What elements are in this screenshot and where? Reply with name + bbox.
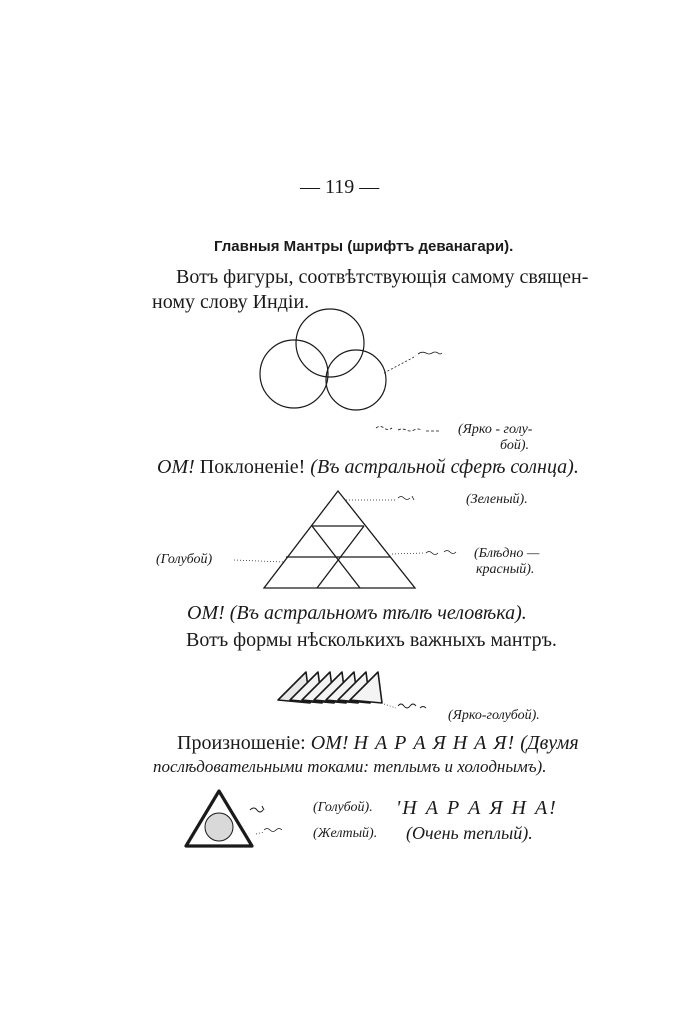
fig2-label-pale-1: (Блѣдно — (474, 546, 540, 561)
fig4-label-blue: (Голубой). (313, 800, 373, 815)
circle-left (260, 340, 328, 408)
inner-circle (205, 813, 233, 841)
fig1-note-line1: (Ярко - голу- (458, 422, 533, 437)
pronunciation-line-2: послѣдовательными токами: теплымъ и холоднымъ). (153, 757, 547, 776)
pronunciation-om: ОМ! (310, 732, 349, 754)
om-line-1-rest: (Въ астральной сферѣ солнца). (310, 456, 579, 478)
triangle-small (186, 791, 252, 846)
fig2-label-blue: (Голубой) (156, 552, 213, 567)
fig3-label: (Ярко-голубой). (448, 708, 540, 723)
section-heading: Главныя Мантры (шрифтъ деванагари). (214, 238, 514, 255)
fig4-word: 'Н А Р А Я Н А! (396, 797, 558, 819)
circle-right (326, 350, 386, 410)
intro-line-2: ному слову Индіи. (152, 291, 310, 313)
circle-top (296, 309, 364, 377)
page-number: — 119 — (300, 176, 380, 198)
om-word: ОМ! (157, 456, 195, 478)
pronunciation-word: Н А Р А Я Н А Я! (353, 732, 516, 754)
pronunciation-prefix: Произношеніе: (177, 732, 306, 754)
om-line-2: ОМ! (Въ астральномъ тѣлѣ человѣка). (187, 602, 527, 624)
fig1-note-line2: бой). (500, 438, 530, 453)
triangle-large (264, 491, 415, 588)
pronunciation-line-1 (177, 732, 579, 755)
bow-word: Поклоненіе! (199, 456, 306, 478)
fig4-note: (Очень теплый). (406, 823, 533, 843)
fig4-label-yellow: (Желтый). (313, 826, 378, 841)
forms-line: Вотъ формы нѣсколькихъ важныхъ мантръ. (186, 629, 557, 651)
om-line-1 (157, 456, 579, 479)
intro-line-1: Вотъ фигуры, соотвѣтствующія самому священ- (176, 266, 589, 288)
fig2-label-pale-2: красный). (476, 562, 535, 577)
pronunciation-rest: (Двумя (520, 732, 579, 754)
fig2-label-green: (Зеленый). (466, 492, 528, 507)
